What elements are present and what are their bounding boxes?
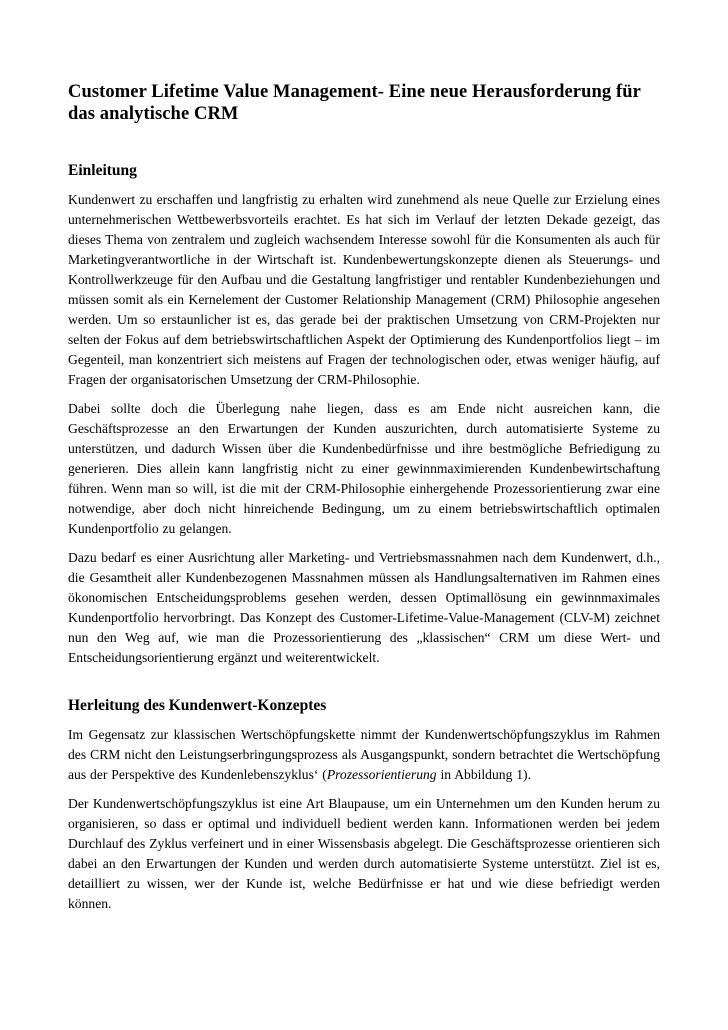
section-heading-einleitung: Einleitung: [68, 162, 137, 179]
section-herleitung: [68, 696, 660, 914]
einleitung-paragraph-2: Dabei sollte doch die Überlegung nahe liegen, dass es am Ende nicht ausreichen kann, die Geschäftsprozesse an den Erwartungen der Kunden auszurichten, durch automatisierte Systeme zu unterstützen, und dadurch Wissen über die Kundenbedürfnisse und ihre bestmögliche Befriedigung zu generieren. Dies allein kann langfristig nicht zu einer gewinnmaximierenden Kundenbewirtschaftung führen. Wenn man so will, ist die mit der CRM-Philosophie einhergehende Prozessorientierung zwar eine notwendige, aber doch nicht hinreichende Bedingung, um zu einem betriebswirtschaftlich optimalen Kundenportfolio zu gelangen.: [68, 401, 660, 536]
herleitung-paragraph-1: [68, 725, 660, 785]
einleitung-paragraph-3: Dazu bedarf es einer Ausrichtung aller Marketing- und Vertriebsmassnahmen nach dem Kundenwert, d.h., die Gesamtheit aller Kundenbezogenen Massnahmen müssen als Handlungsalternativen im Rahmen eines ökonomischen Entscheidungsproblems gesehen werden, dessen Optimallösung ein gewinnmaximales Kundenportfolio hervorbringt. Das Konzept des Customer-Lifetime-Value-Management (CLV-M) zeichnet nun den Weg auf, wie man die Prozessorientierung des „klassischen“ CRM um diese Wert- und Entscheidungsorientierung ergänzt und weiterentwickelt.: [68, 550, 660, 665]
einleitung-paragraph-1: Kundenwert zu erschaffen und langfristig zu erhalten wird zunehmend als neue Quelle zur Erzielung eines unternehmerischen Wettbewerbsvorteils erachtet. Es hat sich im Verlauf der letzten Dekade gezeigt, das dieses Thema von zentralem und zugleich wachsendem Interesse sowohl für die Konsumenten als auch für Marketingverantwortliche in der Wirtschaft ist. Kundenbewertungskonzepte dienen als Steuerungs- und Kontrollwerkzeuge für den Aufbau und die Gestaltung langfristiger und rentabler Kundenbeziehungen und müssen somit als ein Kernelement der Customer Relationship Management (CRM) Philosophie angesehen werden. Um so erstaunlicher ist es, das gerade bei der praktischen Umsetzung von CRM-Projekten nur selten der Fokus auf dem betriebswirtschaftlichen Aspekt der Optimierung des Kundenportfolios liegt – im Gegenteil, man konzentriert sich meistens auf Fragen der technologischen oder, etwas weniger häufig, auf Fragen der organisatorischen Umsetzung der CRM-Philosophie.: [68, 192, 660, 387]
section-einleitung: [68, 161, 660, 668]
herleitung-paragraph-1-text: Im Gegensatz zur klassischen Wertschöpfungskette nimmt der Kundenwertschöpfungszyklus im Rahmen des CRM nicht den Leistungserbringungsprozess als Ausgangspunkt, sondern betrachtet die Wertschöpfung aus der Perspektive des Kundenlebenszyklus‘ (: [68, 727, 660, 782]
herleitung-paragraph-2: Der Kundenwertschöpfungszyklus ist eine Art Blaupause, um ein Unternehmen um den Kunden herum zu organisieren, so dass er optimal und individuell bedient werden kann. Informationen werden bei jedem Durchlauf des Zyklus verfeinert und in einer Wissensbasis abgelegt. Die Geschäftsprozesse orientieren sich dabei an den Erwartungen der Kunden und werden durch automatisierte Systeme unterstützt. Ziel ist es, detailliert zu wissen, wer der Kunde ist, welche Bedürfnisse er hat und wie diese befriedigt werden können.: [68, 796, 660, 911]
herleitung-paragraph-1-text-end: in Abbildung 1).: [436, 767, 531, 782]
italic-term-prozessorientierung: Prozessorientierung: [326, 767, 437, 782]
section-heading-herleitung: Herleitung des Kundenwert-Konzeptes: [68, 697, 327, 714]
document-title: Customer Lifetime Value Management- Eine neue Herausforderung für das analytische CRM: [68, 82, 641, 124]
